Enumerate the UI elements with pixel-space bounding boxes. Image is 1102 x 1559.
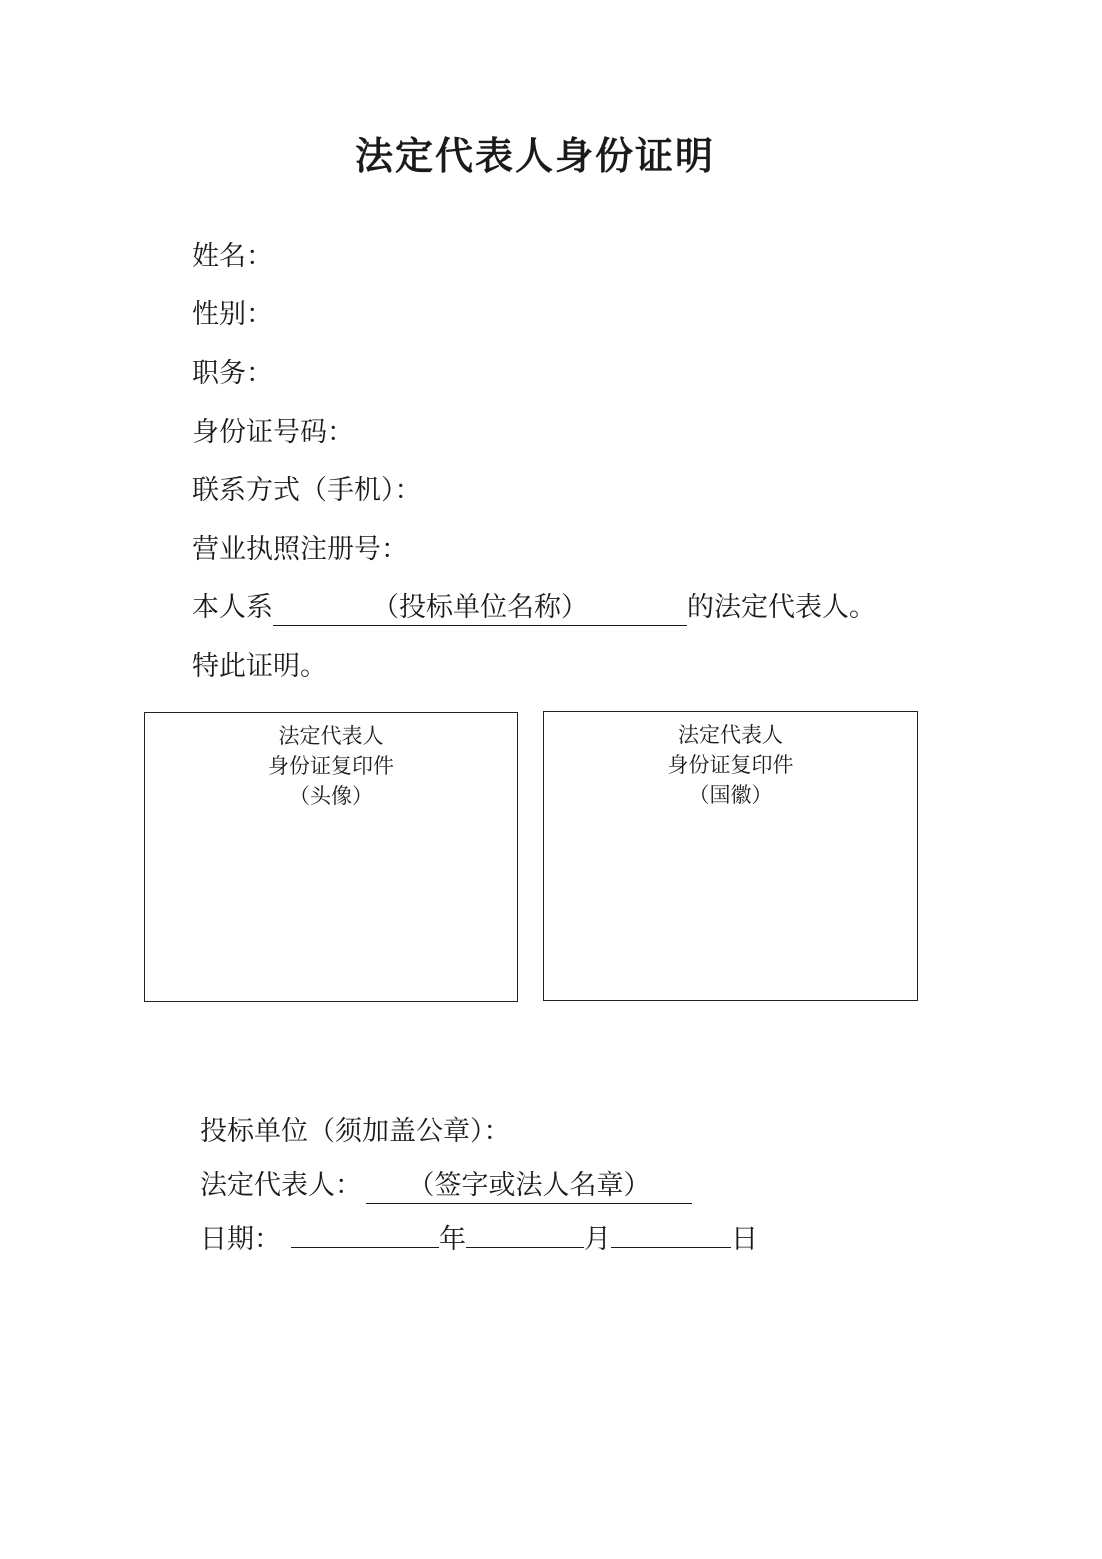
id-copy-back-box [543,711,918,1001]
bidder-seal-label: 投标单位（须加盖公章）： [200,1116,511,1147]
company-name-blank: （投标单位名称） [273,591,687,626]
box-caption-line: 身份证复印件 [268,754,394,778]
legal-rep-signature-blank: （签字或法人名章） [366,1169,692,1204]
id-copy-front-box [144,712,518,1002]
declaration-prefix: 本人系 [192,592,273,623]
year-label: 年 [439,1224,466,1255]
box-caption-line: （国徽） [688,783,773,807]
declaration-line [192,588,876,628]
license-field-label: 营业执照注册号： [192,534,408,565]
day-blank [611,1247,731,1248]
contact-field-label: 联系方式（手机）： [192,475,422,506]
certify-text: 特此证明。 [192,651,327,682]
name-field-label: 姓名： [192,241,273,272]
day-label: 日 [731,1224,758,1255]
legal-rep-label: 法定代表人： [200,1170,362,1201]
month-blank [466,1247,584,1248]
legal-rep-signature-line [200,1166,692,1206]
month-label: 月 [584,1224,611,1255]
box-caption-line: 法定代表人 [278,724,384,748]
date-label: 日期： [200,1224,281,1255]
declaration-suffix: 的法定代表人。 [687,592,876,623]
year-blank [291,1247,439,1248]
id-number-field-label: 身份证号码： [192,417,354,448]
date-line [200,1220,758,1260]
page-title: 法定代表人身份证明 [354,134,715,178]
box-caption-line: （头像） [289,784,373,808]
box-caption-line: 法定代表人 [678,723,783,747]
box-caption-line: 身份证复印件 [667,753,794,777]
position-field-label: 职务： [192,358,273,389]
gender-field-label: 性别： [192,299,273,330]
